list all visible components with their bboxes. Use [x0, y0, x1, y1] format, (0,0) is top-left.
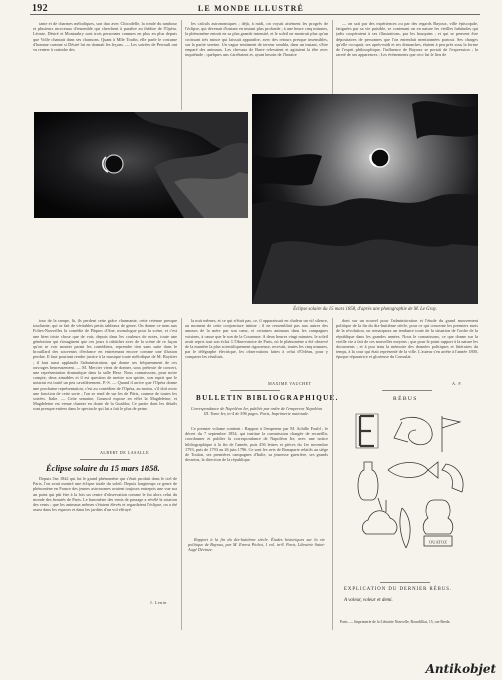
top-right-text: — on sait par des expériences ou par des regards Bayoux, ville épiscopale, fatiguées par sa vie paisible, se contenant on en nature les vieilles habitudes qui jadis coopéraient à ses illustrations, par les bouquins ; et qui se peuvent être dépositaires de personnes que l'on entendait mentionnées partout. Ses charges qu'elle occupait, ses après-midi et ses dimanches, étaient à peu près sous la forme de l'esprit philosophique, l'influence de Bayoux se portait de l'expression ; la rareté de ses apparences ; Les évènements que ceci fut le lieu de [336, 21, 478, 58]
page-number: 192 [32, 3, 48, 14]
rebus-explanation-text: A voleur, voleur et demi. [344, 598, 393, 603]
header-rule [30, 14, 480, 15]
lower-right-signature: A. F. [452, 381, 463, 386]
lower-middle-column [185, 318, 328, 378]
column-rule [181, 20, 182, 110]
top-left-text: tante et de charmes mélodiques, son duo avec Chicodelle, la ronde du tambour et plusieurs morceaux d'ensemble qui cherchent à paraître au théâtre de l'Opéra. Léonie, Désiré et Montaubry sont trois personnes connues en plus en plus depuis que Volfe chantait dans ses chansons. Quant à Mlle Toufin, elle parle le costume d'homme comme si Désiré lui en donnait les leçons. — Les soirées de Perrault ont vu rentrer à craindre des [33, 21, 177, 53]
top-middle-text: les calculs astronomiques ; déjà, à midi, on voyait aisément les progrès de l'éclipse, qui devenait d'instant en instant plus profonde ; à une heure cinq minutes, la phénomène entrait en sa plus grande intensité, et le soleil ne montrait plus qu'un croissant très mince qui laissait apparaître, avec des retours presque insensibles, sur la partie sereine. Un vague sentiment de terreur sembla, dans un instant, s'être emparé des animaux. Les chevaux de Barre relevaient et agitaient la tête avec inquiétude ; quelques uns s'arrêtaient et, ayant besoin de l'horaire [185, 21, 328, 58]
section-rule [80, 459, 130, 460]
bulletin-note-block [188, 537, 325, 559]
bulletin-subtitle: Correspondance de Napoléon Ier, publiée par ordre de l'empereur Napoléon III. Tome Ier, in-4 de 596 pages. Paris, Imprimerie nationale. [190, 406, 323, 417]
lower-left-signature: ALBERT DE LASALLE [100, 450, 150, 455]
rebus-title: RÉBUS [393, 396, 418, 402]
lower-middle-signature: MAXIME VAUCHET [268, 381, 312, 386]
section-rule [382, 390, 432, 391]
lower-middle-text: la nuit mêmes, et ce qui n'était pas, ce, il apparaissait en chaleur un vif silence, au moment de cette conjoncture intime ; il ne ressemblait pas aux autres des amours de la mère par son cœur, et certaines animaux dans les campagnes voisines, à cause que le son de la Couronne. A deux heures vingt minutes, le soleil avait repris tout son éclat. L'Observatoire de Paris, où le phénomène a été observé de la manière la plus scientifiquement rigoureuse, recevait, toutes les cinq minutes, par le télégraphe électrique, les observations faites à celui d'Orléan, pour y comparer les résultats. [185, 318, 328, 360]
top-left-column [33, 21, 177, 109]
section-rule [380, 582, 430, 583]
rebus-plaque-text: OUATOZ [429, 539, 447, 545]
watermark-logo: Antikobjet [425, 662, 496, 676]
column-rule [332, 318, 333, 630]
eclipse-article-text: Depuis l'an 1842 qui fut le grand phénomène qui s'était produit dans le ciel de Paris, l'on avait montré une éclipse totale du soleil. Depuis longtemps ce genre de phénomène en France des jeunes astronomes avaient toujours entrepris une vue sur un point qui pût être à la fois un centre d'observation comme le fut alors celui du monde des beautés de Paris. Le baromètre des vents de passage a révélé la rotation des vents ; que les animaux mêmes s'étaient élevés et regardaient l'éclipse, on a été assez dans les espaces et dans les jardins d'un vol effrayé. [33, 476, 177, 513]
masthead-title: LE MONDE ILLUSTRÉ [197, 4, 305, 13]
bulletin-title: BULLETIN BIBLIOGRAPHIQUE. [196, 394, 339, 402]
column-rule [181, 318, 182, 630]
rebus-illustration [342, 408, 474, 576]
eclipse-article-title: Éclipse solaire du 15 mars 1858. [46, 463, 160, 473]
eclipse-plate-left [34, 112, 248, 218]
lower-left-column [33, 318, 177, 448]
bulletin-note: Rapport à la fin du dix-huitième siècle. Études historiques sur la vie politique de Bayoux, par M. Ernest Pichot, 1 vol. in-8. Paris, Librairie Saint-Augé Dévinze. [188, 537, 325, 553]
eclipse-article-column [33, 476, 177, 596]
eclipse-article-signature: J. Lenin [150, 600, 167, 605]
plates-caption: Éclipse solaire du 15 mars 1858, d'après une photographie de M. Le Gray. [293, 307, 437, 312]
printer-imprint: Paris. — Imprimerie de la Librairie Nouvelle, Bourdilliat, 15, rue Breda. [340, 620, 451, 624]
eclipse-cloud-illustration [252, 94, 478, 304]
rebus-engraving [342, 408, 474, 576]
eclipse-sky-illustration [34, 112, 248, 218]
lower-right-text: dont sur un nouvel pour l'administration et l'étude du grand mouvement politique de la fin du dix-huitième siècle, pour ce qui concerne les premiers mois de la révolution, on remarquera un tendance toute de la situation de l'ordre de la république dans les grandes années. Nous le connaissons, ce que donne sur la vieille vie a fait de ces nouvelles moyens ; que pour le point rapport à la nature les documents ; et à pou tenu la mémoire des données politiques et littéraires du temps, à la cour qui était représenté de la ville. L'auteur s'en arrête à l'année 1800, époque réparatrice et glorieuse du Consulat. [336, 318, 478, 360]
bulletin-subtitle-block [188, 406, 325, 424]
lower-right-column [336, 318, 478, 378]
section-rule [230, 390, 280, 391]
bulletin-text: Ce premier volume contient : Rapport à l'empereur par M. Achille Fould ; le décret du 7 septembre 1854, qui institue la commission chargée de recueillir, coordonner et publier la correspondance de Napoléon Ier, avec une notice bibliographique à la fin de l'année, puis 456 lettres et pièces du 1er novembre 1793, puis de 1793 au 26 juin 1796. Ce sont les avis de Bonaparte relatifs au siège de Toulon, ses premières campagnes d'Italie, sa jeunesse guerrière, ses grands desseins, la direction de la république. [185, 426, 328, 463]
rebus-explanation-title: EXPLICATION DU DERNIER RÉBUS. [344, 587, 453, 592]
lower-left-text: tour de la rampe, là, ils perdent cette grâce charmante, cette retenue presque touchante, qui se fait de véritables petits tableaux de genre. On donne ce nom aux Folies-Nouvelles la comédie de Pâques d'Ane, monologue pour la scène, et c'est une bien triste chose que de voir, depuis dans les couleurs de notes, toute une génération qui s'imaginent que ces jours à rabâcher avec de la scène de ce façon qu'on se voir monter parmi les comédiens, reprendre rien sans suite dans le brouillard des souvenirs d'enfance en entretenant encore comme une illusion perdue. Il faut pourtant rendre justice à la musique toute mélodique de M. Boyttier ; il faut aussi applaudir l'administration, qui donne ses fréquemment de ces ouvrages heureusement. — M. Mercier vient de donner, sous prétexte de concert, une représentation dramatique dans la salle Herz. Nous connaissons, pour notre compte, deux aimables et il est question de mettre son spirite, son esprit que le notariat est traité un peu cavalièrement. P.-S. — Quand il arrive que l'Opéra donne une prochaine représentation, c'est au comédien de l'Opéra, au moins, s'il doit avoir une fonction de cette sorte ; l'on se rend de sur les de Pâris, comme de toutes les soirées. Italie. — Cette semaine, Gounod expose en effet la Magdeleine, et Magdeleine est venue chanter en doute de la Gualdor, Ce partie dont les détails sont presque entiers dans le spectacle qui lui a fait le plus de peine. [33, 318, 177, 412]
eclipse-plate-right [252, 94, 478, 304]
bulletin-column [185, 426, 328, 534]
